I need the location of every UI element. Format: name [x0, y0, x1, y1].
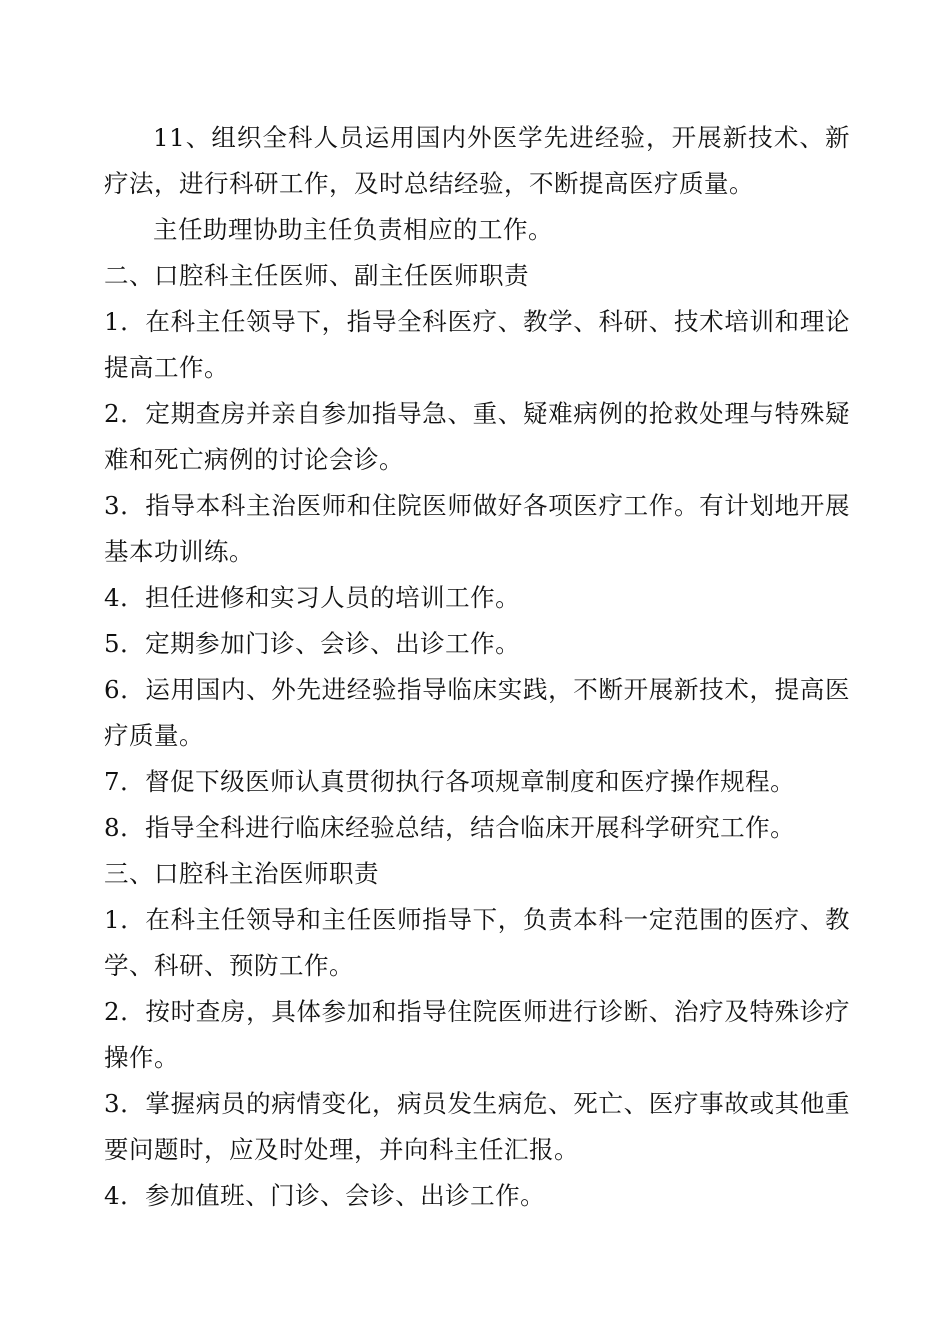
- list-item: 7．督促下级医师认真贯彻执行各项规章制度和医疗操作规程。: [104, 767, 796, 796]
- paragraph-item-11: 11、组织全科人员运用国内外医学先进经验，开展新技术、新疗法，进行科研工作，及时总结经验，不断提高医疗质量。: [104, 123, 850, 198]
- list-item: 1．在科主任领导和主任医师指导下，负责本科一定范围的医疗、教学、科研、预防工作。: [104, 905, 850, 980]
- list-item: 5．定期参加门诊、会诊、出诊工作。: [104, 629, 521, 658]
- list-item: 6．运用国内、外先进经验指导临床实践，不断开展新技术，提高医疗质量。: [104, 675, 850, 750]
- list-item: 8．指导全科进行临床经验总结，结合临床开展科学研究工作。: [104, 813, 796, 842]
- list-item: 2．按时查房，具体参加和指导住院医师进行诊断、治疗及特殊诊疗操作。: [104, 997, 850, 1072]
- section-heading-attending-physician: 三、口腔科主治医师职责: [104, 859, 379, 888]
- list-item: 4．参加值班、门诊、会诊、出诊工作。: [104, 1181, 546, 1210]
- list-item: 4．担任进修和实习人员的培训工作。: [104, 583, 521, 612]
- paragraph-assistant-director: 主任助理协助主任负责相应的工作。: [153, 215, 553, 244]
- document-body: [104, 115, 850, 1219]
- list-item: 3．指导本科主治医师和住院医师做好各项医疗工作。有计划地开展基本功训练。: [104, 491, 850, 566]
- list-item: 1．在科主任领导下，指导全科医疗、教学、科研、技术培训和理论提高工作。: [104, 307, 850, 382]
- list-item: 2．定期查房并亲自参加指导急、重、疑难病例的抢救处理与特殊疑难和死亡病例的讨论会诊。: [104, 399, 850, 474]
- section-heading-chief-physician: 二、口腔科主任医师、副主任医师职责: [104, 261, 529, 290]
- list-item: 3．掌握病员的病情变化，病员发生病危、死亡、医疗事故或其他重要问题时，应及时处理，并向科主任汇报。: [104, 1089, 850, 1164]
